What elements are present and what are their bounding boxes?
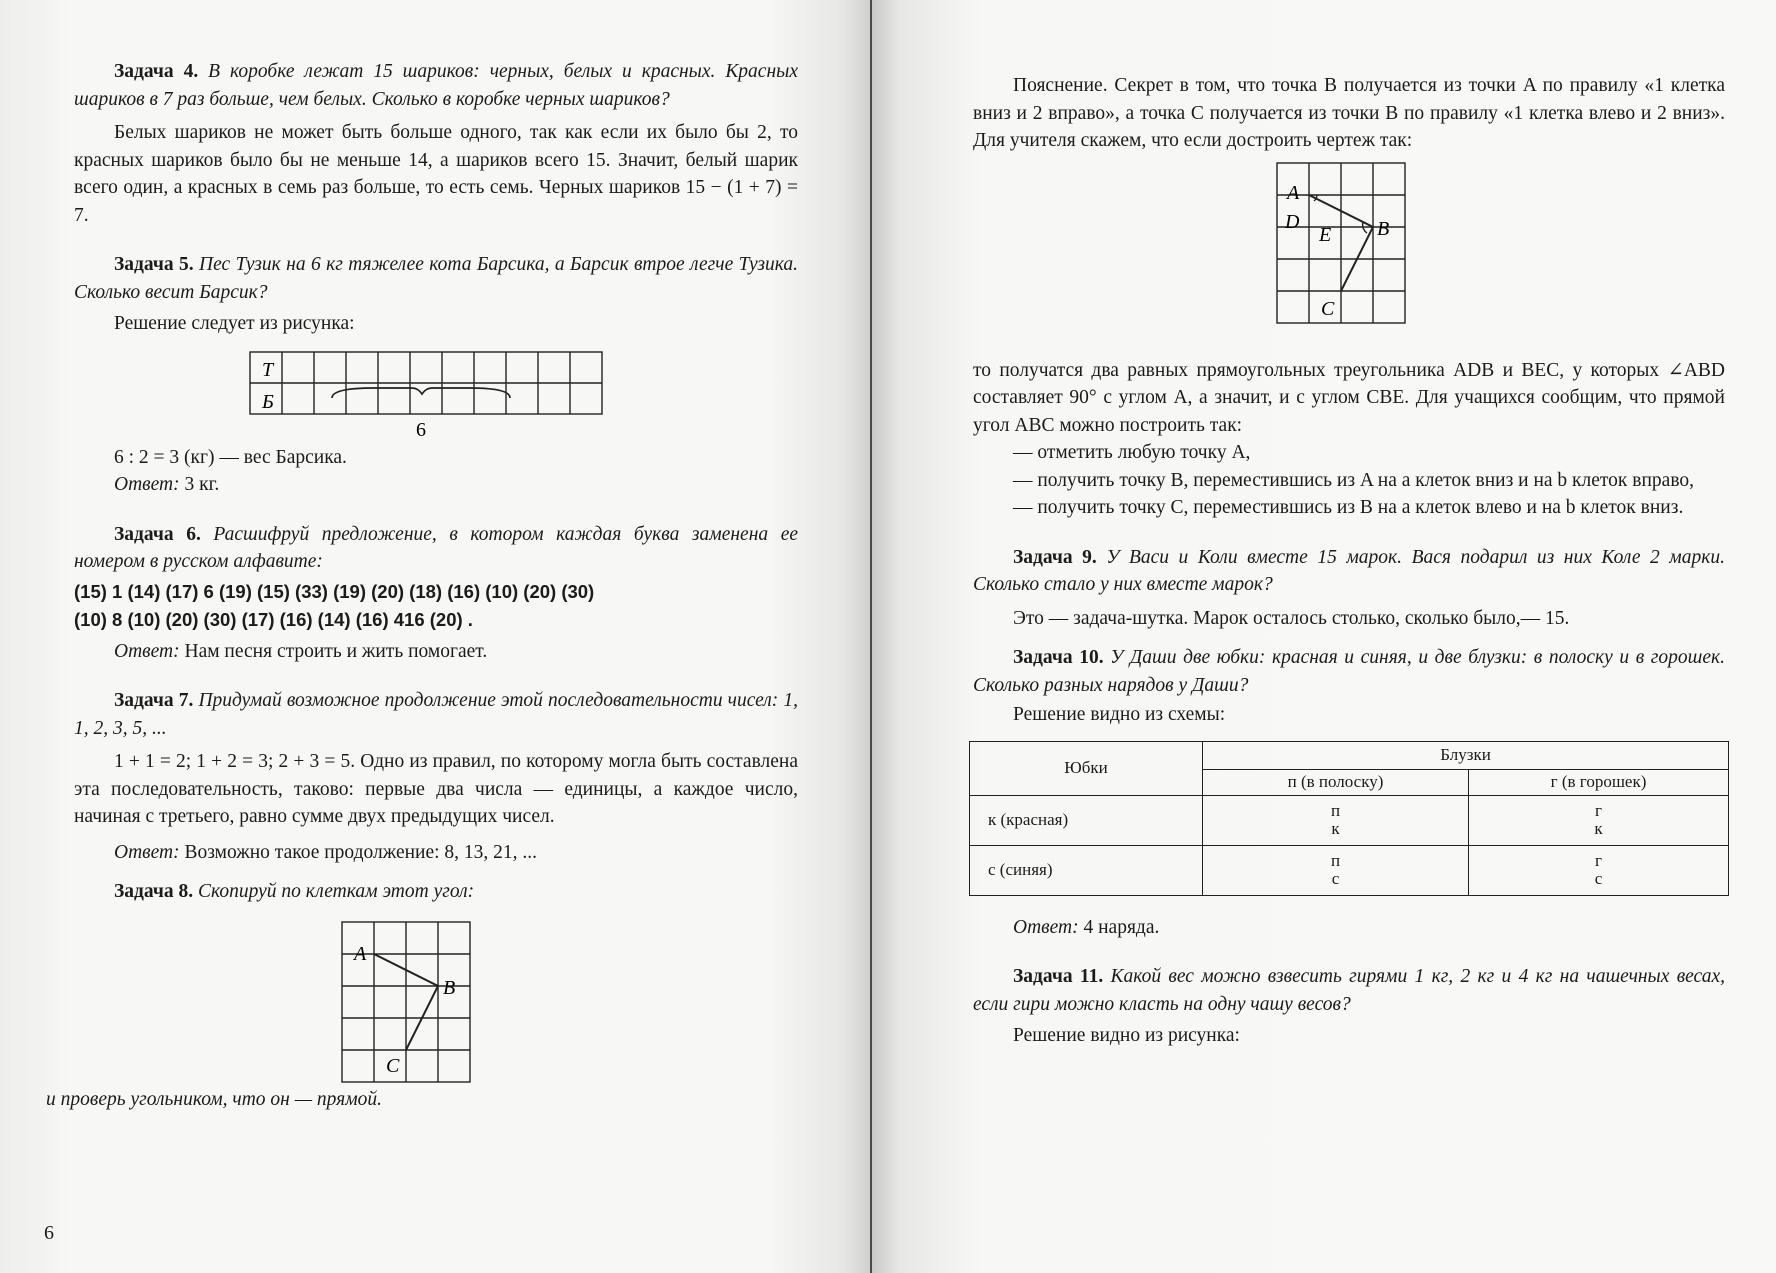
task6-code-line2: (10) 8 (10) (20) (30) (17) (16) (14) (16) 416 (20) . bbox=[74, 608, 473, 630]
task6-text: Расшифруй предложение, в котором каждая буква заменена ее номером в русском алфавите: bbox=[74, 523, 799, 572]
task7-answer bbox=[74, 839, 798, 867]
task10-text: У Даши две юбки: красная и синяя, и две блузки: в полоску и в горошек. Сколько разных нарядов у Даши? bbox=[973, 647, 1725, 696]
task8-point-b: B bbox=[443, 976, 456, 999]
combo-cell bbox=[1203, 845, 1469, 895]
task5-text: Пес Тузик на 6 кг тяжелее кота Барсика, а Барсик втрое легче Тузика. Сколько весит Барсик? bbox=[74, 254, 799, 303]
task11-solution-intro: Решение видно из рисунка: bbox=[1013, 1025, 1240, 1046]
task10-answer-value: 4 наряда. bbox=[1083, 916, 1160, 938]
task8-label: Задача 8. bbox=[114, 881, 194, 902]
combo-blouse: г bbox=[1595, 801, 1602, 820]
task4-text: В коробке лежат 15 шариков: черных, белых и красных. Красных шариков в 7 раз больше, чем белых. Сколько в коробке черных шариков? bbox=[74, 61, 799, 110]
task5-row-t-label: Т bbox=[262, 358, 274, 381]
right-angle-figure bbox=[973, 155, 1725, 355]
task10-answer-label: Ответ: bbox=[1013, 916, 1079, 938]
figure-point-c: C bbox=[1321, 297, 1335, 320]
step-2: — получить точку B, переместившись из A на a клеток вниз и на b клеток вправо, bbox=[1013, 469, 1695, 491]
task9-label: Задача 9. bbox=[1013, 546, 1097, 568]
figure-point-a: A bbox=[1287, 181, 1300, 204]
task8-point-a: A bbox=[354, 942, 367, 965]
step-3: — получить точку C, переместившись из B на a клеток влево и на b клеток вниз. bbox=[1013, 497, 1684, 518]
task11-text: Какой вес можно взвесить гирями 1 кг, 2 кг и 4 кг на чашечных весах, если гири можно класть на одну чашу весов? bbox=[973, 966, 1725, 1015]
step-1: — отметить любую точку A, bbox=[1013, 442, 1251, 463]
task8-statement bbox=[74, 878, 798, 906]
combo-blouse: п bbox=[1330, 801, 1341, 820]
task10-statement bbox=[973, 644, 1725, 699]
figure-point-b: B bbox=[1377, 217, 1390, 240]
skirt-red: к (красная) bbox=[970, 795, 1203, 845]
task6-answer bbox=[74, 638, 798, 666]
page-number: 6 bbox=[44, 1222, 54, 1244]
outfits-table-wrap bbox=[969, 741, 1725, 896]
task5-answer bbox=[74, 471, 798, 499]
task11-statement bbox=[973, 963, 1725, 1018]
task6-label: Задача 6. bbox=[114, 523, 201, 545]
table-row bbox=[970, 845, 1729, 895]
task7-answer-label: Ответ: bbox=[114, 841, 180, 863]
task6-answer-label: Ответ: bbox=[114, 640, 180, 662]
task5-answer-value: 3 кг. bbox=[184, 474, 220, 495]
task6-code-line1: (15) 1 (14) (17) 6 (19) (15) (33) (19) (20) (18) (16) (10) (20) (30) bbox=[74, 580, 595, 602]
figure-point-e: E bbox=[1319, 223, 1332, 246]
task7-label: Задача 7. bbox=[114, 690, 194, 711]
task9-solution: Это — задача-шутка. Марок осталось столько, сколько было,— 15. bbox=[1013, 607, 1570, 629]
task10-label: Задача 10. bbox=[1013, 647, 1104, 668]
task5-statement bbox=[74, 251, 798, 306]
task4-solution: Белых шариков не может быть больше одного, так как если их было бы 2, то красных шариков было бы не меньше 14, а шариков всего 15. Значит, белый шарик всего один, а красных в семь раз больше, то есть семь. Черных шариков 15 − (1 + 7) = 7. bbox=[74, 122, 798, 226]
header-skirts: Юбки bbox=[970, 741, 1203, 795]
combo-cell bbox=[1203, 795, 1469, 845]
explanation2: то получатся два равных прямоугольных треугольника ADB и BEC, у которых ∠ABD составляет 90° с углом A, а значит, и с углом CBE. Для учащихся сообщим, что прямой угол ABC можно построить так: bbox=[973, 359, 1725, 436]
task7-answer-value: Возможно такое продолжение: 8, 13, 21, ... bbox=[184, 841, 538, 863]
task4-label: Задача 4. bbox=[114, 61, 199, 82]
figure-point-d: D bbox=[1285, 210, 1300, 233]
task7-text: Придумай возможное продолжение этой последовательности чисел: 1, 1, 2, 3, 5, ... bbox=[74, 690, 798, 739]
task5-row-b-label: Б bbox=[262, 390, 274, 413]
task4-statement bbox=[74, 58, 798, 113]
table-row bbox=[970, 795, 1729, 845]
outfits-table bbox=[969, 741, 1729, 896]
combo-blouse: г bbox=[1595, 851, 1602, 870]
combo-skirt: к bbox=[1594, 819, 1603, 838]
task8-point-c: C bbox=[386, 1054, 400, 1077]
task9-text: У Васи и Коли вместе 15 марок. Вася подарил из них Коле 2 марки. Сколько стало у них вместе марок? bbox=[973, 546, 1725, 595]
task8-figure bbox=[74, 906, 798, 1084]
task6-statement bbox=[74, 521, 798, 576]
explanation: Пояснение. Секрет в том, что точка B получается из точки A по правилу «1 клетка вниз и 2 вправо», а точка C получается из точки B по правилу «1 клетка влево и 2 вниз». Для учителя скажем, что если достроить чертеж так: bbox=[973, 75, 1725, 151]
skirt-blue: с (синяя) bbox=[970, 845, 1203, 895]
task9-statement bbox=[973, 544, 1725, 599]
combo-blouse: п bbox=[1330, 851, 1341, 870]
task5-solution-intro: Решение следует из рисунка: bbox=[114, 313, 355, 334]
combo-cell bbox=[1469, 845, 1729, 895]
combo-skirt: с bbox=[1594, 869, 1603, 888]
task6-answer-value: Нам песня строить и жить помогает. bbox=[184, 640, 488, 662]
task5-brace-label: 6 bbox=[416, 418, 426, 440]
combo-cell bbox=[1469, 795, 1729, 845]
task10-solution-intro: Решение видно из схемы: bbox=[1013, 704, 1226, 725]
left-page-content bbox=[46, 58, 799, 1113]
task7-solution: 1 + 1 = 2; 1 + 2 = 3; 2 + 3 = 5. Одно из правил, по которому могла быть составлена эта последовательность, таково: первые два числа — единицы, а каждое число, начиная с третьего, равно сумме двух предыдущих чисел. bbox=[74, 751, 798, 827]
task8-after: и проверь угольником, что он — прямой. bbox=[46, 1088, 383, 1110]
task5-calc: 6 : 2 = 3 (кг) — вес Барсика. bbox=[114, 446, 347, 468]
task5-answer-label: Ответ: bbox=[114, 474, 180, 495]
task5-figure bbox=[74, 338, 798, 440]
header-blouses: Блузки bbox=[1203, 741, 1729, 769]
header-blouse-striped: п (в полоску) bbox=[1203, 769, 1469, 795]
combo-skirt: к bbox=[1331, 819, 1340, 838]
left-page bbox=[0, 0, 870, 1273]
task11-label: Задача 11. bbox=[1013, 966, 1104, 987]
task5-label: Задача 5. bbox=[114, 254, 194, 275]
task10-answer bbox=[973, 914, 1725, 942]
header-blouse-dotted: г (в горошек) bbox=[1469, 769, 1729, 795]
task8-text: Скопируй по клеткам этот угол: bbox=[198, 881, 475, 902]
task7-statement bbox=[74, 687, 798, 742]
combo-skirt: с bbox=[1331, 869, 1340, 888]
right-page-content bbox=[973, 72, 1725, 1050]
